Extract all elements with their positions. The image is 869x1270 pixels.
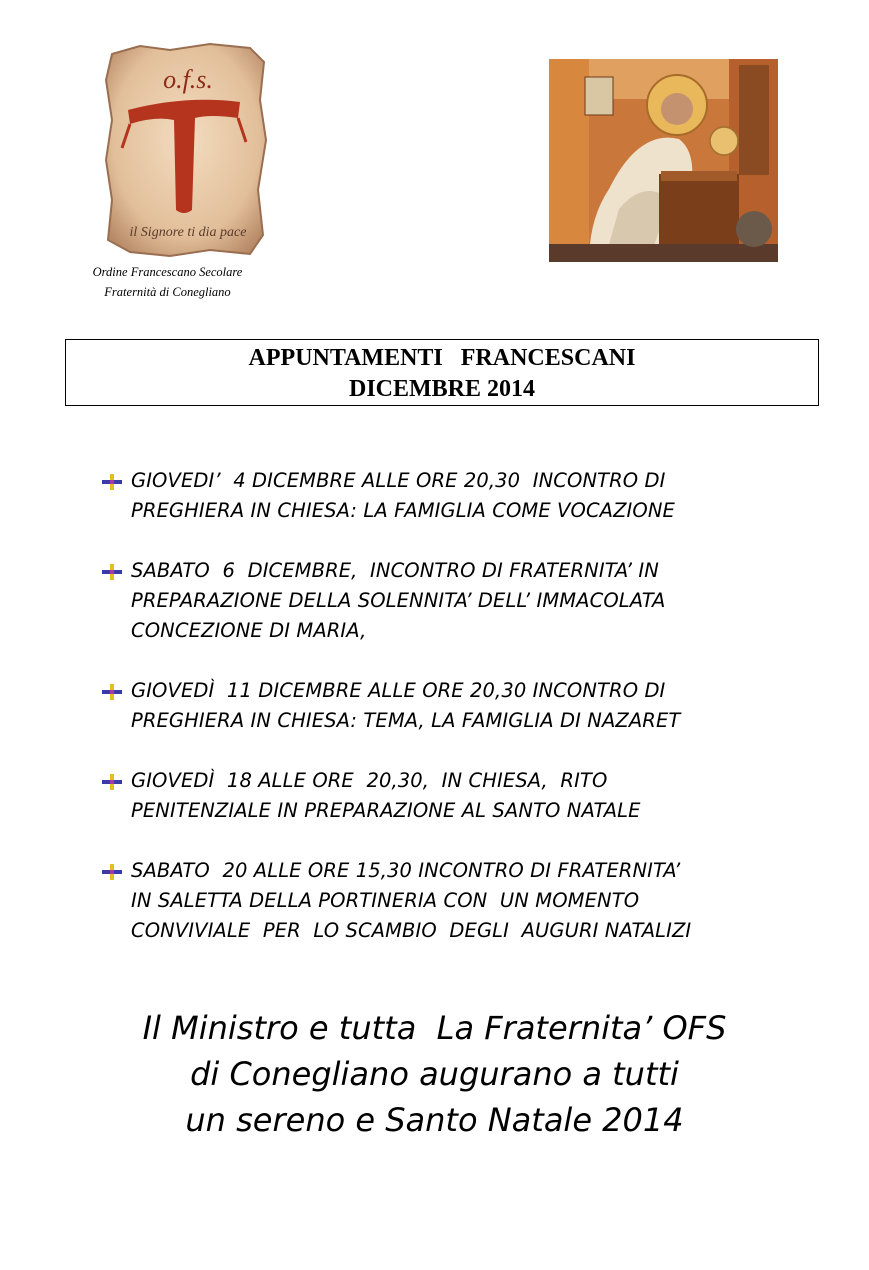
logo-motto: il Signore ti dia pace <box>129 225 247 240</box>
organization-name: Ordine Francescano Secolare <box>92 265 243 279</box>
event-item <box>100 556 840 646</box>
plus-bullet-icon <box>102 474 122 490</box>
event-item <box>100 466 840 526</box>
event-text-line: PENITENZIALE IN PREPARAZIONE AL SANTO NATALE <box>131 799 641 822</box>
plus-bullet-icon <box>102 864 122 880</box>
organization-caption <box>60 262 275 302</box>
page-subtitle: DICEMBRE 2014 <box>348 376 535 402</box>
event-item <box>100 676 840 736</box>
event-text-line: CONCEZIONE DI MARIA, <box>131 619 367 642</box>
plus-bullet-icon <box>102 774 122 790</box>
event-item <box>100 856 840 946</box>
event-text-line: CONVIVIALE PER LO SCAMBIO DEGLI AUGURI NATALIZI <box>131 919 692 942</box>
event-text-line: PREGHIERA IN CHIESA: TEMA, LA FAMIGLIA DI NAZARET <box>131 709 681 732</box>
title-box <box>65 339 819 406</box>
plus-bullet-icon <box>102 564 122 580</box>
event-text-line: SABATO 20 ALLE ORE 15,30 INCONTRO DI FRATERNITA’ <box>131 859 681 882</box>
event-text-line: PREPARAZIONE DELLA SOLENNITA’ DELL’ IMMACOLATA <box>131 589 666 612</box>
ofs-tau-logo <box>100 40 270 260</box>
events-list <box>100 466 840 976</box>
event-text-line: GIOVEDÌ 11 DICEMBRE ALLE ORE 20,30 INCONTRO DI <box>131 679 666 702</box>
event-text-line: PREGHIERA IN CHIESA: LA FAMIGLIA COME VOCAZIONE <box>131 499 675 522</box>
closing-line-3: un sereno e Santo Natale 2014 <box>185 1101 684 1139</box>
plus-bullet-icon <box>102 684 122 700</box>
saint-francis-fresco <box>549 59 778 262</box>
closing-line-2: di Conegliano augurano a tutti <box>190 1055 679 1093</box>
closing-greeting <box>0 1005 869 1143</box>
event-text-line: IN SALETTA DELLA PORTINERIA CON UN MOMENTO <box>131 889 640 912</box>
page-title: APPUNTAMENTI FRANCESCANI <box>248 345 636 371</box>
closing-line-1: Il Ministro e tutta La Fraternita’ OFS <box>142 1009 727 1047</box>
event-text-line: GIOVEDI’ 4 DICEMBRE ALLE ORE 20,30 INCONTRO DI <box>131 469 666 492</box>
logo-letters: o.f.s. <box>163 65 213 94</box>
fraternity-name: Fraternità di Conegliano <box>104 285 231 299</box>
event-text-line: SABATO 6 DICEMBRE, INCONTRO DI FRATERNITA’ IN <box>131 559 659 582</box>
event-text-line: GIOVEDÌ 18 ALLE ORE 20,30, IN CHIESA, RITO <box>131 769 608 792</box>
event-item <box>100 766 840 826</box>
